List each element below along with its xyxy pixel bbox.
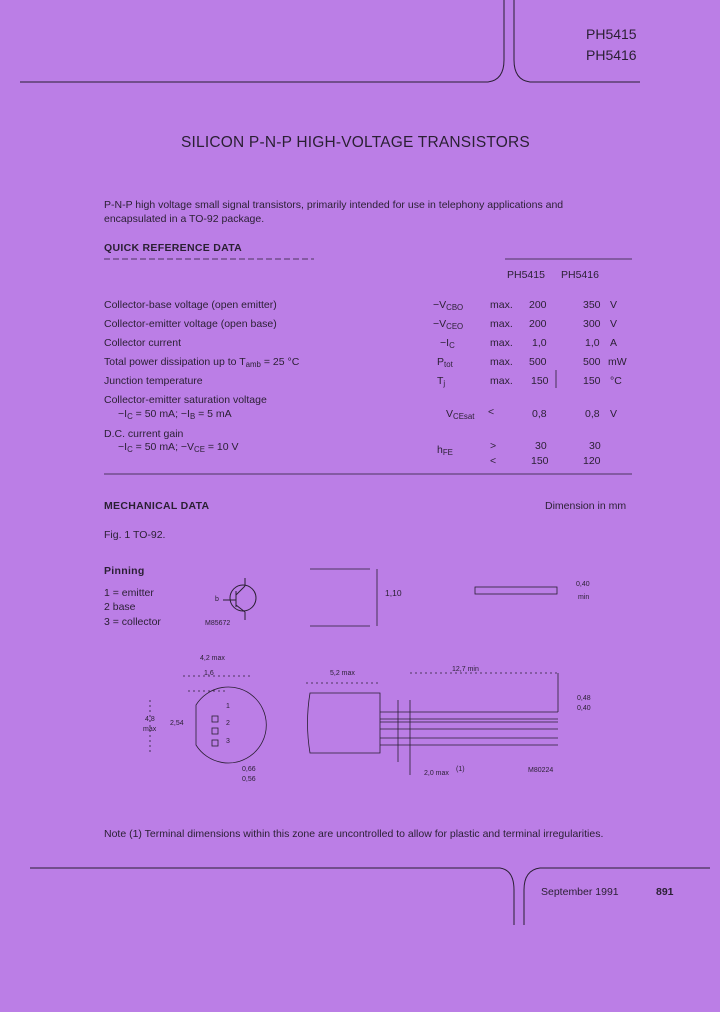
gain-max-2: 120 <box>583 455 601 467</box>
dim-2-0-max: 2,0 max <box>424 770 449 777</box>
dim-0-40-a: 0,40 <box>576 581 590 588</box>
dim-0-48: 0,48 <box>577 695 591 702</box>
dim-0-40-b: 0,40 <box>577 705 591 712</box>
gain-rel-min: > <box>490 440 497 452</box>
row-v1: 200 <box>529 318 547 330</box>
row-cond: max. <box>490 375 513 387</box>
mech-heading: MECHANICAL DATA <box>104 500 210 512</box>
dim-4-8: 4,8 <box>145 716 155 723</box>
row-v2: 350 <box>583 299 601 311</box>
gain-cond: $-I_C = 50$ mA; $-V_{CE} = 10$ V <box>118 441 239 454</box>
row-unit: A <box>610 337 618 349</box>
side-view-top <box>310 569 557 626</box>
gain-min-2: 30 <box>589 440 601 452</box>
row-param: Collector current <box>104 337 182 349</box>
footer-date: September 1991 <box>541 886 619 898</box>
pin-number-3: 3 <box>226 738 230 745</box>
quick-ref-heading: QUICK REFERENCE DATA <box>104 242 243 254</box>
header-part-2: PH5416 <box>586 47 637 63</box>
row-symbol: $-V_{CEO}$ <box>433 318 464 331</box>
pin-3: 3 = collector <box>104 616 161 628</box>
page-title: SILICON P-N-P HIGH-VOLTAGE TRANSISTORS <box>181 134 530 151</box>
row-v1: 1,0 <box>532 337 547 349</box>
header-part-1: PH5415 <box>586 26 637 42</box>
row-cond: max. <box>490 337 513 349</box>
sat-v2: 0,8 <box>585 408 600 420</box>
col-header-2: PH5416 <box>561 269 599 281</box>
dim-1-6: 1,6 <box>204 670 214 677</box>
pin-2: 2 base <box>104 601 136 613</box>
pin-1: 1 = emitter <box>104 587 154 599</box>
row-cond: max. <box>490 318 513 330</box>
gain-rel-max: < <box>490 455 497 467</box>
drawing-code-2: M80224 <box>528 767 554 774</box>
sat-v1: 0,8 <box>532 408 547 420</box>
row-param: Collector-emitter voltage (open base) <box>104 318 277 330</box>
note-ref: (1) <box>456 766 465 773</box>
intro-line-2: encapsulated in a TO-92 package. <box>104 213 265 225</box>
row-symbol: $-I_C$ <box>440 337 455 350</box>
package-side-view <box>306 673 558 775</box>
row-v2: 500 <box>583 356 601 368</box>
intro-line-1: P-N-P high voltage small signal transistors, primarily intended for use in telephony applications and <box>104 199 564 211</box>
pinning-label: Pinning <box>104 565 145 577</box>
row-v1: 150 <box>531 375 549 387</box>
row-symbol: $T_j$ <box>437 375 446 388</box>
row-symbol: $-V_{CBO}$ <box>433 299 464 312</box>
row-param: Junction temperature <box>104 375 203 387</box>
row-v1: 500 <box>529 356 547 368</box>
dim-min-a: min <box>578 594 590 601</box>
dim-5-2-max: 5,2 max <box>330 670 355 677</box>
sat-cond: $-I_C = 50$ mA; $-I_B = 5$ mA <box>118 408 232 421</box>
dimension-note: Dimension in mm <box>545 500 627 512</box>
sat-unit: V <box>610 408 618 420</box>
row-cond: max. <box>490 299 513 311</box>
dim-1-10: 1,10 <box>385 588 402 598</box>
dim-0-66: 0,66 <box>242 766 256 773</box>
dim-12-7-min: 12,7 min <box>452 666 479 673</box>
terminal-note: Note (1) Terminal dimensions within this zone are uncontrolled to allow for plastic and terminal irregularities. <box>104 828 604 840</box>
pin-number-2: 2 <box>226 720 230 727</box>
row-v2: 1,0 <box>585 337 600 349</box>
drawing-code-1: M85672 <box>205 620 231 627</box>
page-number: 891 <box>656 886 674 898</box>
row-unit: mW <box>608 356 627 368</box>
gain-min-1: 30 <box>535 440 547 452</box>
sat-param: Collector-emitter saturation voltage <box>104 394 267 406</box>
row-param: Collector-base voltage (open emitter) <box>104 299 277 311</box>
gain-param: D.C. current gain <box>104 428 184 440</box>
pin-number-1: 1 <box>226 703 230 710</box>
row-v1: 200 <box>529 299 547 311</box>
package-top-view <box>150 676 266 763</box>
dim-2-54: 2,54 <box>170 720 184 727</box>
row-v2: 150 <box>583 375 601 387</box>
sat-symbol: $V_{CEsat}$ <box>446 408 475 421</box>
dim-4-2-max: 4,2 max <box>200 655 225 662</box>
dim-max: max <box>143 726 157 733</box>
gain-symbol: $h_{FE}$ <box>437 444 453 457</box>
gain-max-1: 150 <box>531 455 549 467</box>
row-symbol: $P_{tot}$ <box>437 356 453 369</box>
col-header-1: PH5415 <box>507 269 545 281</box>
row-param: Total power dissipation up to $T_{amb} = 25$ °C <box>104 356 300 369</box>
top-rule <box>20 0 504 82</box>
row-v2: 300 <box>583 318 601 330</box>
bottom-rule <box>30 868 514 925</box>
sat-rel: < <box>488 406 495 418</box>
row-unit: °C <box>610 375 622 387</box>
transistor-symbol-icon <box>223 578 256 620</box>
row-unit: V <box>610 299 618 311</box>
row-cond: max. <box>490 356 513 368</box>
dim-0-56: 0,56 <box>242 776 256 783</box>
row-unit: V <box>610 318 618 330</box>
base-label: b <box>215 596 219 603</box>
figure-caption: Fig. 1 TO-92. <box>104 529 166 541</box>
